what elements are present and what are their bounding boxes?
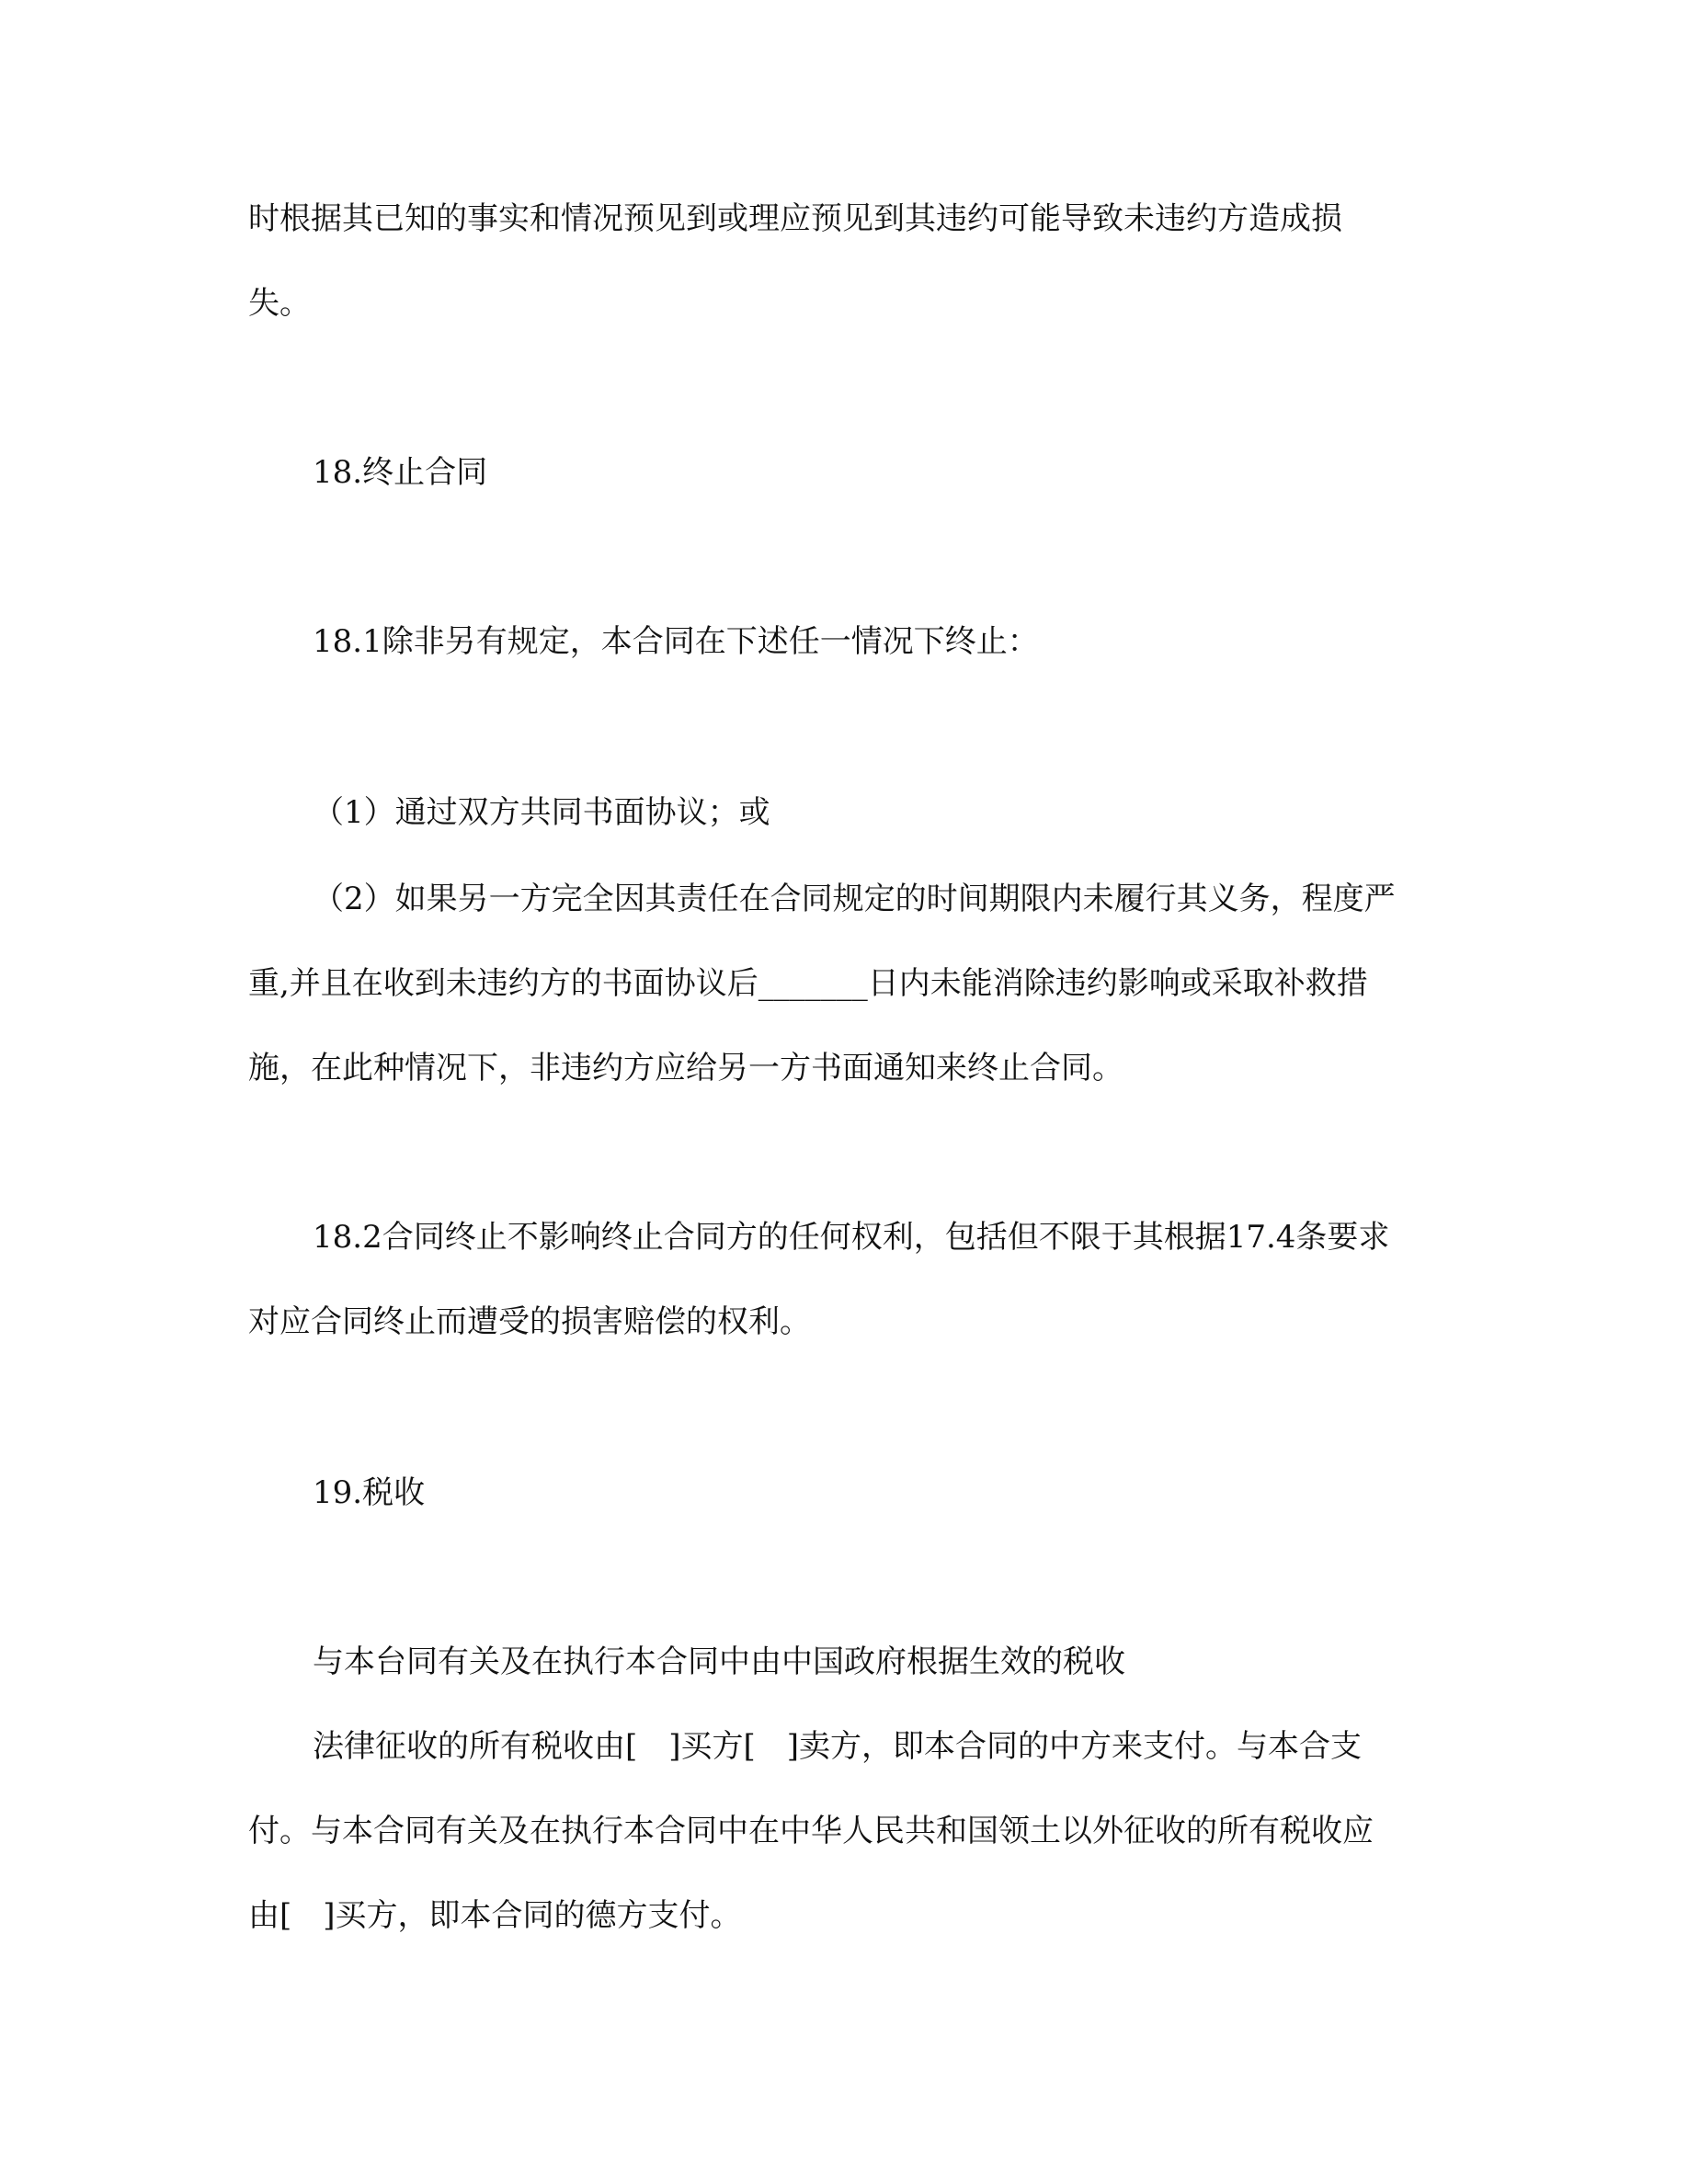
list-item bbox=[0, 881, 1688, 917]
text: 时根据其已知的事实和情况预见到或理应预见到其违约可能导致未违约方造成损 bbox=[248, 200, 1342, 237]
section-heading bbox=[0, 1474, 1688, 1511]
section-19-para-2-line-1: 法律征收的所有税收由[ ]买方[ ]卖方，即本合同的中方来支付。与本合支 bbox=[313, 1728, 1363, 1765]
paragraph-line bbox=[0, 200, 1688, 237]
text: 失。 bbox=[248, 285, 311, 322]
heading-19: 19.税收 bbox=[313, 1474, 426, 1511]
list-item bbox=[0, 794, 1688, 831]
section-19-para-2-line-3: 由[ ]买方，即本合同的德方支付。 bbox=[248, 1897, 742, 1934]
paragraph-line bbox=[0, 285, 1688, 322]
list-item bbox=[0, 965, 1688, 1002]
clause-18-2-line-2: 对应合同终止而遭受的损害赔偿的权利。 bbox=[248, 1303, 811, 1340]
item-2-line-1: （2）如果另一方完全因其责任在合同规定的时间期限内未履行其义务，程度严 bbox=[313, 881, 1396, 917]
clause-line bbox=[0, 623, 1688, 660]
clause-18-1: 18.1除非另有规定，本合同在下述任一情况下终止： bbox=[313, 623, 1039, 660]
clause-line bbox=[0, 1219, 1688, 1256]
section-19-para-1: 与本台同有关及在执行本合同中由中国政府根据生效的税收 bbox=[313, 1644, 1125, 1680]
list-item bbox=[0, 1050, 1688, 1086]
item-2-line-2: 重,并且在收到未违约方的书面协议后_______日内未能消除违约影响或采取补救措 bbox=[248, 965, 1368, 1002]
item-1: （1）通过双方共同书面协议；或 bbox=[313, 794, 770, 831]
clause-line bbox=[0, 1303, 1688, 1340]
paragraph-line bbox=[0, 1813, 1688, 1849]
section-19-para-2-line-2: 付。与本合同有关及在执行本合同中在中华人民共和国领土以外征收的所有税收应 bbox=[248, 1813, 1374, 1849]
paragraph-line bbox=[0, 1644, 1688, 1680]
paragraph-line bbox=[0, 1897, 1688, 1934]
paragraph-line bbox=[0, 1728, 1688, 1765]
clause-18-2-line-1: 18.2合同终止不影响终止合同方的任何权利，包括但不限于其根据17.4条要求 bbox=[313, 1219, 1390, 1256]
heading-18: 18.终止合同 bbox=[313, 454, 488, 491]
section-heading bbox=[0, 454, 1688, 491]
item-2-line-3: 施，在此种情况下，非违约方应给另一方书面通知来终止合同。 bbox=[248, 1050, 1123, 1086]
